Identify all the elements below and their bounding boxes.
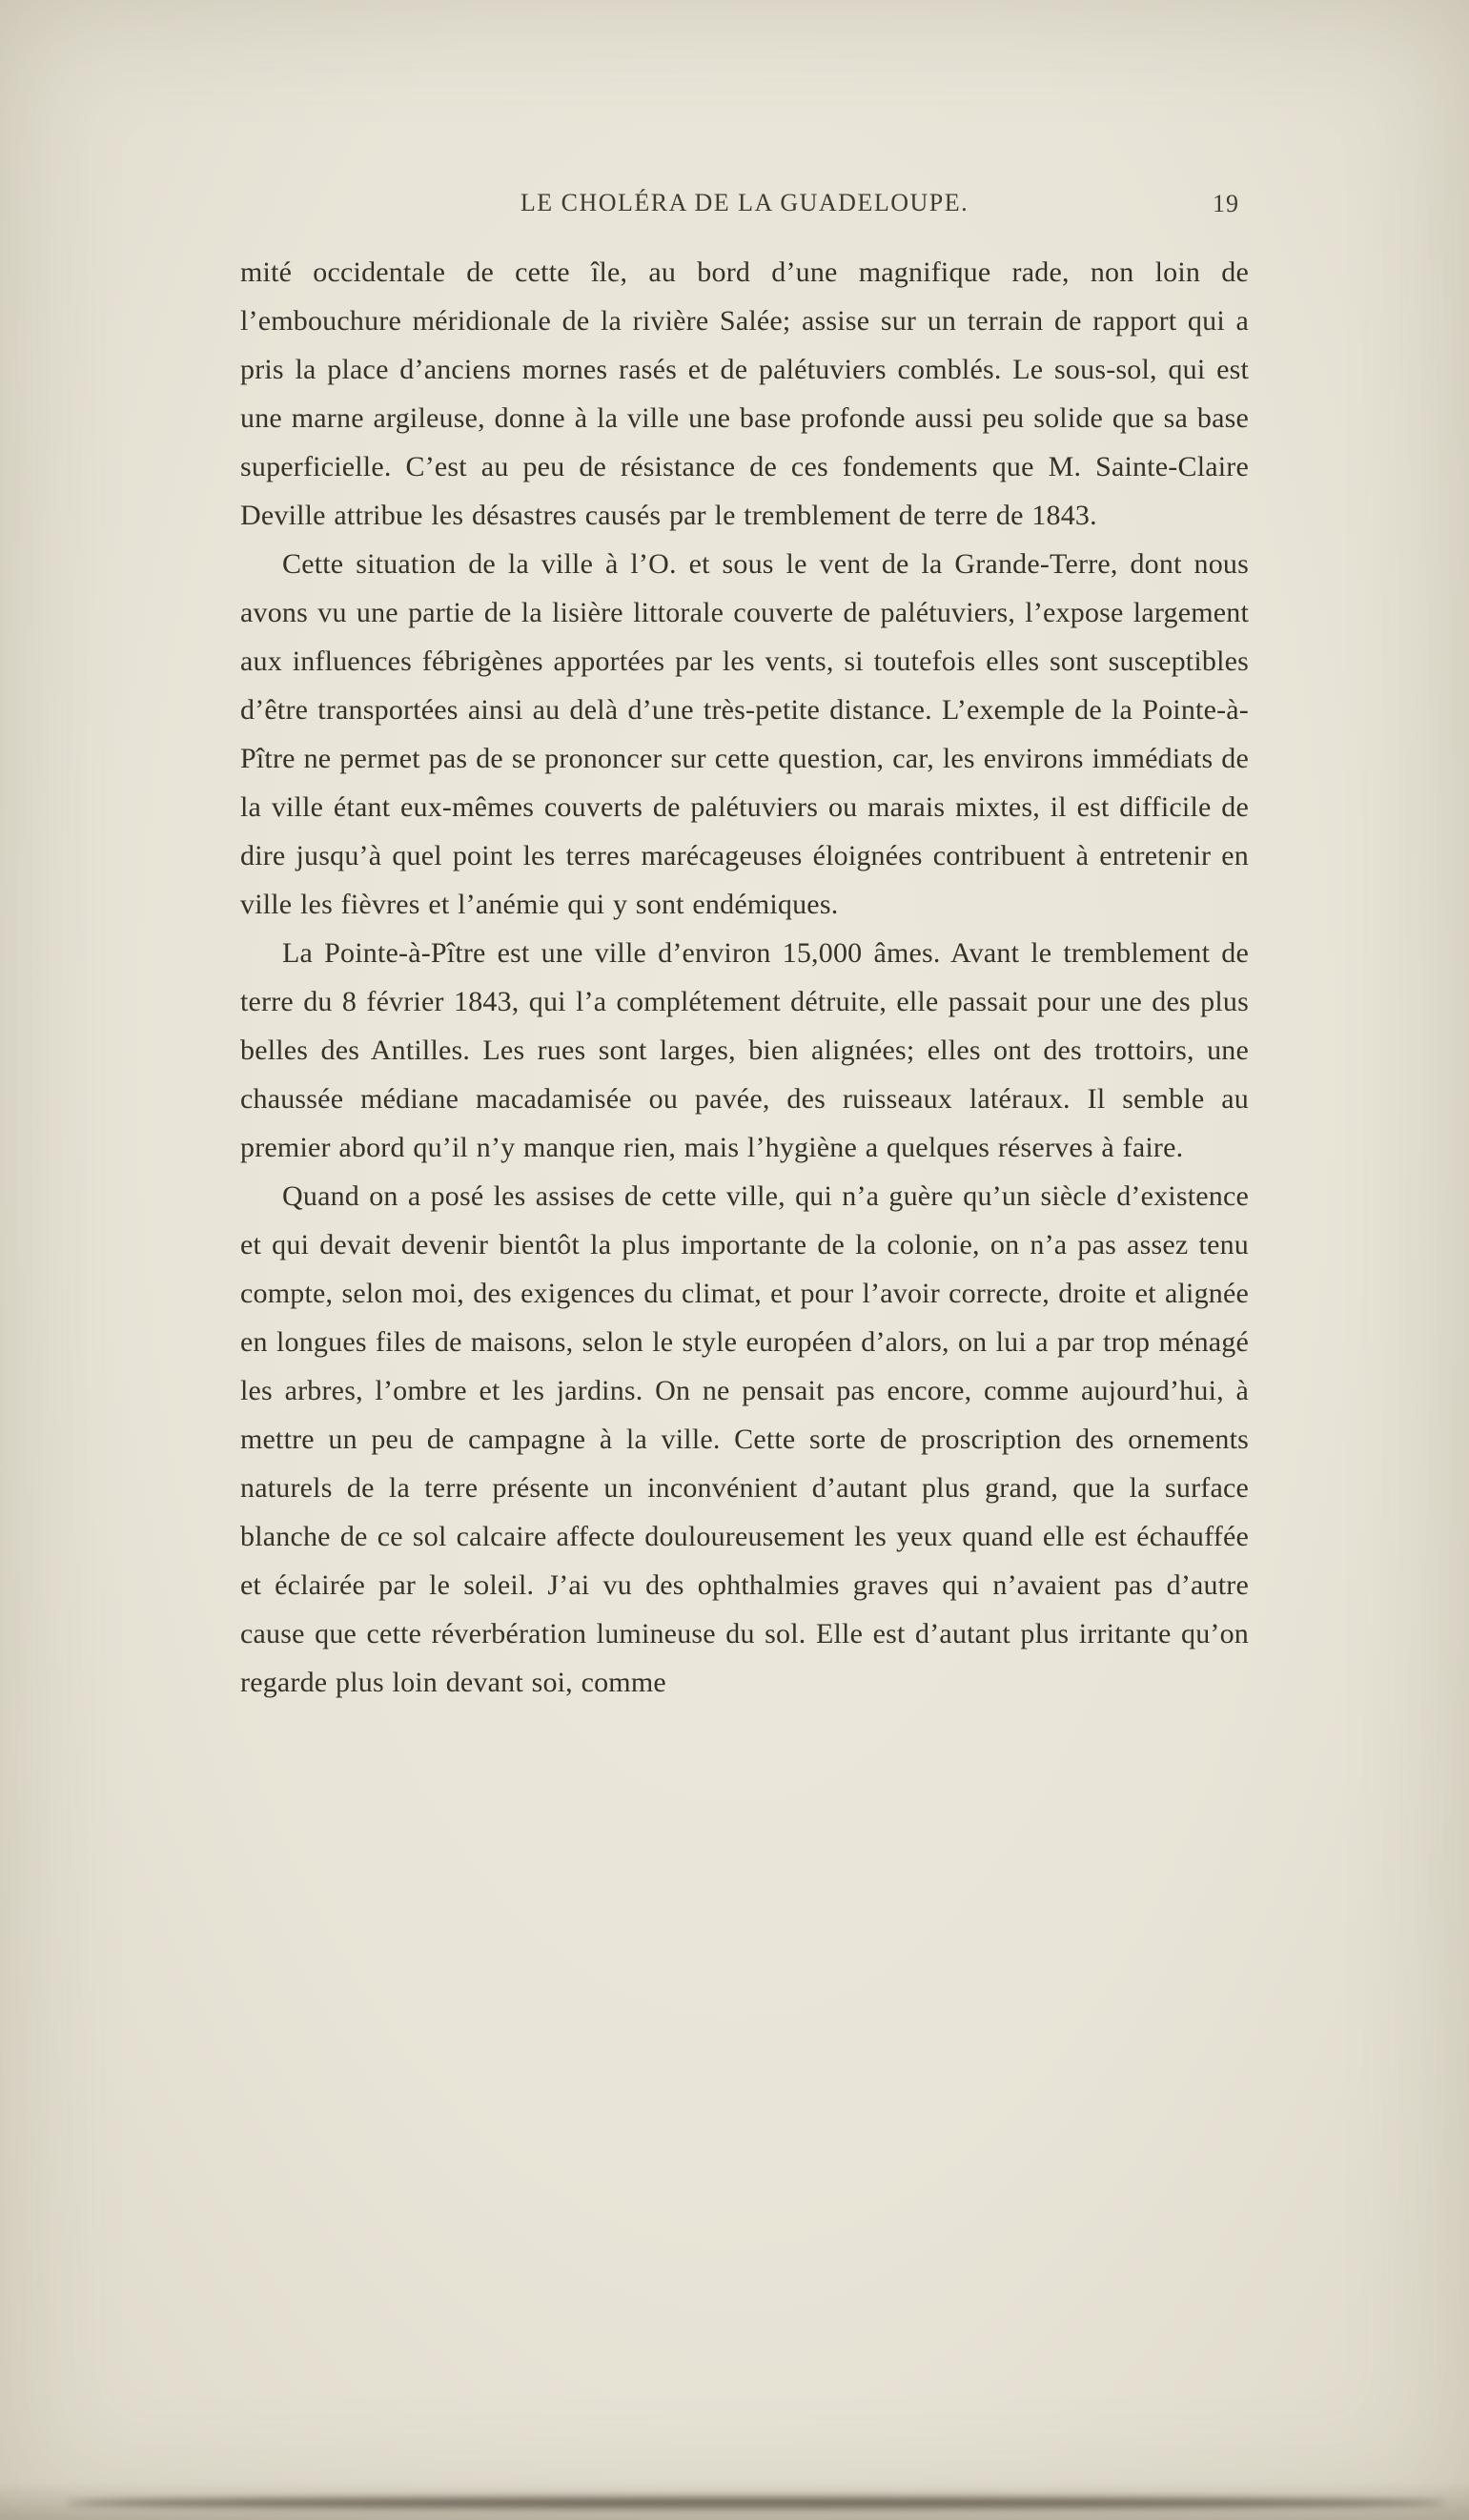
text-block (240, 189, 1249, 1707)
header-title: LE CHOLÉRA DE LA GUADELOUPE. (520, 189, 969, 216)
paragraph: Cette situation de la ville à l’O. et sous le vent de la Grande-Terre, dont nous avons vu une partie de la lisière littorale couverte de palétuviers, l’expose largement aux influences fébrigènes apportées par les vents, si toutefois elles sont susceptibles d’être transportées ainsi au delà d’une très-petite distance. L’exemple de la Pointe-à-Pître ne permet pas de se prononcer sur cette question, car, les environs immédiats de la ville étant eux-mêmes couverts de palétuviers ou marais mixtes, il est difficile de dire jusqu’à quel point les terres marécageuses éloignées contribuent à entretenir en ville les fièvres et l’anémie qui y sont endémiques. (240, 548, 1249, 920)
paragraph: Quand on a posé les assises de cette ville, qui n’a guère qu’un siècle d’existence et qui devait devenir bientôt la plus importante de la colonie, on n’a pas assez tenu compte, selon moi, des exigences du climat, et pour l’avoir correcte, droite et alignée en longues files de maisons, selon le style européen d’alors, on lui a par trop ménagé les arbres, l’ombre et les jardins. On ne pensait pas encore, comme aujourd’hui, à mettre un peu de campagne à la ville. Cette sorte de proscription des ornements naturels de la terre présente un inconvénient d’autant plus grand, que la surface blanche de ce sol calcaire affecte douloureusement les yeux quand elle est échauffée et éclairée par le soleil. J’ai vu des ophthalmies graves qui n’avaient pas d’autre cause que cette réverbération lumineuse du sol. Elle est d’autant plus irritante qu’on regarde plus loin devant soi, comme (240, 1180, 1249, 1698)
paragraph: mité occidentale de cette île, au bord d’une magnifique rade, non loin de l’embouchure méridionale de la rivière Salée; assise sur un terrain de rapport qui a pris la place d’anciens mornes rasés et de palétuviers comblés. Le sous-sol, qui est une marne argileuse, donne à la ville une base profonde aussi peu solide que sa base superficielle. C’est au peu de résistance de ces fondements que M. Sainte-Claire Deville attribue les désastres causés par le tremblement de terre de 1843. (240, 256, 1249, 531)
page-edge-shadow (67, 2497, 1446, 2509)
running-header (240, 189, 1249, 223)
page-number: 19 (1213, 190, 1239, 217)
paragraph: La Pointe-à-Pître est une ville d’environ 15,000 âmes. Avant le tremblement de terre du 8 février 1843, qui l’a complétement détruite, elle passait pour une des plus belles des Antilles. Les rues sont larges, bien alignées; elles ont des trottoirs, une chaussée médiane macadamisée ou pavée, des ruisseaux latéraux. Il semble au premier abord qu’il n’y manque rien, mais l’hygiène a quelques réserves à faire. (240, 937, 1249, 1163)
